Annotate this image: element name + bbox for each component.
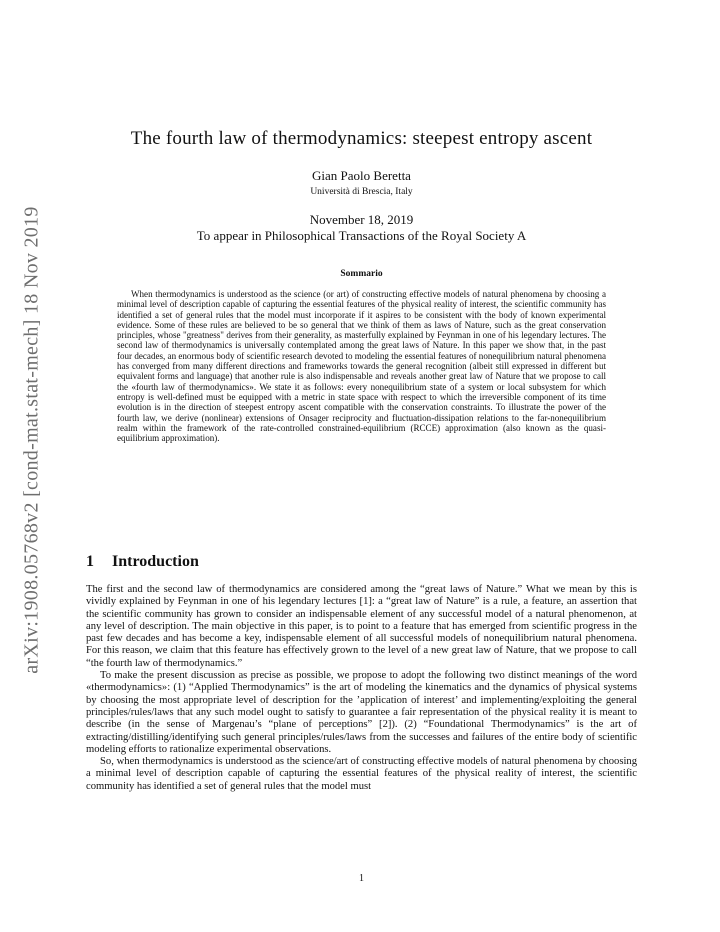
section-number: 1: [86, 553, 94, 570]
body-paragraph: To make the present discussion as precise as possible, we propose to adopt the following two distinct meanings of the word «thermodynamics»: (1) “Applied Thermodynamics” is the art of modeling the kinematics and the dynamics of physical systems by choosing the most appropriate level of description for the ’application of interest’ and implementing/exploiting the general principles/rules/laws that any such model ought to satisfy to guarantee a fair representation of the physical reality it is meant to describe (in the sense of Margenau’s “plane of perceptions” [2]). (2) “Foundational Thermodynamics” is the art of extracting/distilling/identifying such general principles/rules/laws from the successes and failures of the entire body of scientific modeling efforts to rationalize experimental observations.: [86, 670, 637, 755]
abstract-heading: Sommario: [340, 269, 383, 279]
author-name: Gian Paolo Beretta: [312, 168, 411, 183]
arxiv-sidebar: [12, 190, 52, 690]
journal-note: To appear in Philosophical Transactions of the Royal Society A: [196, 228, 527, 243]
section-body: [86, 584, 637, 793]
paper-date: November 18, 2019: [309, 212, 414, 227]
page-number: 1: [359, 873, 364, 884]
body-paragraph: The first and the second law of thermodynamics are considered among the “great laws of Nature.” What we mean by this is vividly explained by Feynman in one of his legendary lectures [1]: a “great law of Nature” is a rule, a feature, an assertion that the scientific community has grown to consider an indispensable element of any successful model of a natural phenomenon, at any level of description. The main objective in this paper, is to point to a feature that has emerged from scientific progress in the past few decades and has become a key, indispensable element of all successful models of nonequilibrium natural phenomena. For this reason, we claim that this feature has effectively grown to the level of a new great law of Nature, that we propose to call “the fourth law of thermodynamics.”: [86, 584, 637, 669]
body-paragraph: So, when thermodynamics is understood as the science/art of constructing effective models of natural phenomena by choosing a minimal level of description capable of capturing the essential features of the physical reality of interest, the scientific community has identified a set of general rules that the model must: [86, 756, 637, 792]
section-heading: [86, 553, 199, 571]
arxiv-identifier: arXiv:1908.05768v2 [cond-mat.stat-mech] 18 Nov 2019: [20, 206, 43, 674]
abstract-text: When thermodynamics is understood as the science (or art) of constructing effective models of natural phenomena by choosing a minimal level of description capable of capturing the essential features of the physical reality of interest, the scientific community has identified a set of general rules that the model must incorporate if it aspires to be consistent with the body of known experimental evidence. Some of these rules are believed to be so general that we think of them as laws of Nature, such as the great conservation principles, whose "greatness" derives from their generality, as masterfully explained by Feynman in one of his legendary lectures. The second law of thermodynamics is universally contemplated among the great laws of Nature. In this paper we show that, in the past four decades, an enormous body of scientific research devoted to modeling the essential features of nonequilibrium natural phenomena has converged from many different directions and frameworks towards the general recognition (albeit still expressed in different but equivalent forms and language) that another rule is also indispensable and reveals another great law of Nature that we propose to call the «fourth law of thermodynamics». We state it as follows: every nonequilibrium state of a system or local subsystem for which entropy is well-defined must be equipped with a metric in state space with respect to which the irreversible component of its time evolution is in the direction of steepest entropy ascent compatible with the conservation constraints. To illustrate the power of the fourth law, we derive (nonlinear) extensions of Onsager reciprocity and fluctuation-dissipation relations to the far-nonequilibrium realm within the framework of the rate-controlled constrained-equilibrium (RCCE) approximation (also known as the quasi-equilibrium approximation).: [117, 289, 606, 444]
section-title: Introduction: [112, 553, 199, 570]
paper-title: The fourth law of thermodynamics: steepest entropy ascent: [130, 128, 593, 149]
author-affiliation: Università di Brescia, Italy: [310, 187, 413, 197]
